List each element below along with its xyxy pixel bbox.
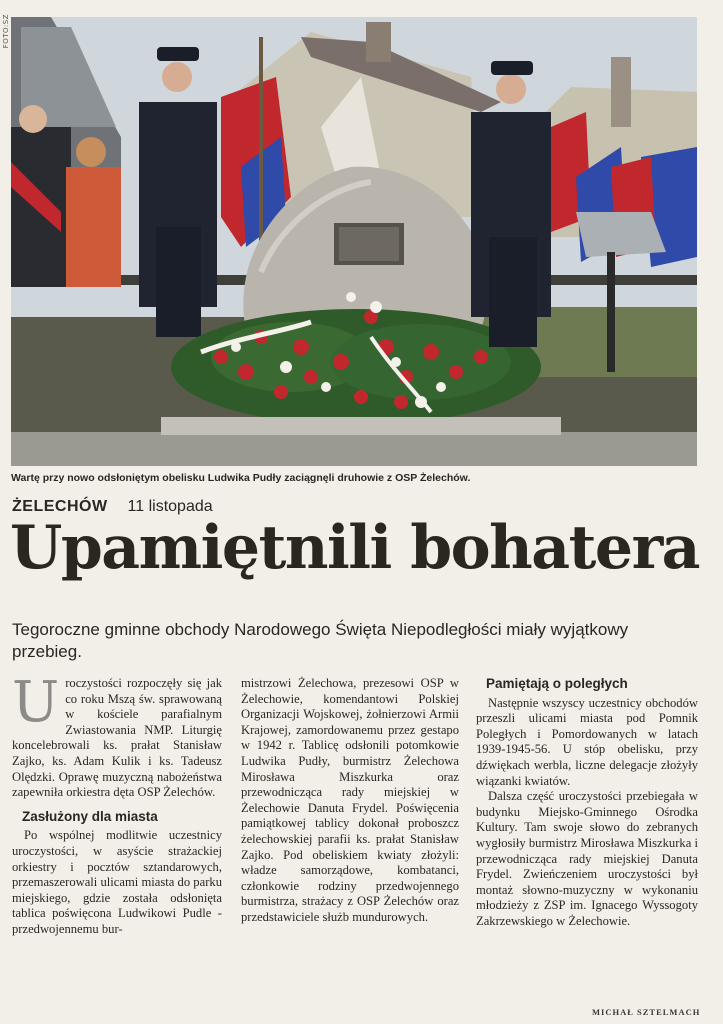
subheading: Zasłużony dla miasta xyxy=(22,808,158,824)
paragraph xyxy=(12,670,222,801)
article-column-2 xyxy=(241,676,459,926)
article-column-1 xyxy=(12,670,222,938)
drop-cap: U xyxy=(12,670,60,735)
headline: Upamiętnili bohatera xyxy=(10,513,700,583)
photo-credit: FOTO:SZ xyxy=(2,14,10,49)
photo-caption: Wartę przy nowo odsłoniętym obelisku Ludwika Pudły zaciągnęli druhowie z OSP Żelechów. xyxy=(11,472,471,484)
article-column-3 xyxy=(476,676,698,930)
author-byline: MICHAŁ SZTELMACH xyxy=(592,1007,701,1017)
dateline-place: ŻELECHÓW xyxy=(12,498,108,515)
paragraph-text: roczystości rozpoczęły się jak co roku Mszą św. sprawowaną w kościele parafialnym Zwiastowania NMP. Liturgię koncelebrowali ks. prałat Stanisław Zajko, ks. Adam Kulik i ks. Tadeusz Olędzki. Oprawę muzyczną nabożeństwa zapewniła orkiestra dęta OSP Żelechów. xyxy=(12,676,222,800)
paragraph: mistrzowi Żelechowa, prezesowi OSP w Żelechowie, komendantowi Polskiej Organizacji Wojskowej, żołnierzowi Armii Krajowej, zamordowanemu przez gestapo w 1942 r. Tablicę odsłonili potomkowie Ludwika Pudły, burmistrz Żelechowa Mirosława Miszkurka oraz przewodnicząca rady miejskiej w Żelechowie Danuta Frydel. Poświęcenia pamiątkowej tablicy dokonał proboszcz żelechowskiej parafii ks. prałat Stanisław Zajko. Pod obeliskiem kwiaty złożyli: władze samorządowe, kombatanci, członkowie rodziny przedwojennego burmistrza, strażacy z OSP Żelechów oraz przedstawiciele służb mundurowych. xyxy=(241,676,459,924)
subheading: Pamiętają o poległych xyxy=(486,676,628,691)
ceremony-photo xyxy=(11,17,697,466)
paragraph: Dalsza część uroczystości przebiegała w budynku Miejsko-Gminnego Ośrodka Kultury. Tam swoje słowo do zebranych wygłosiły burmistrz Mirosława Miszkurka i przewodnicząca rady miejskiej Danuta Frydel. Zwieńczeniem uroczystości był montaż słowno-muzyczny w wykonaniu młodzieży z ZSP im. Ignacego Wyssogoty Zakrzewskiego w Żelechowie. xyxy=(476,789,698,928)
paragraph: Po wspólnej modlitwie uczestnicy uroczystości, w asyście strażackiej orkiestry i pocztów sztandarowych, przemaszerowali ulicami miasta do parku miejskiego, gdzie została odsłonięta tablica poświęcona Ludwikowi Pudle - przedwojennemu bur- xyxy=(12,828,222,936)
lead-paragraph: Tegoroczne gminne obchody Narodowego Święta Niepodległości miały wyjątkowy przebieg. xyxy=(12,620,629,661)
paragraph: Następnie wszyscy uczestnicy obchodów przeszli ulicami miasta pod Pomnik Poległych i Pomordowanych w latach 1939-1945-56. U stóp obelisku, przy dźwiękach werbla, liczne delegacje złożyły wiązanki kwiatów. xyxy=(476,695,698,788)
dateline-date: 11 listopada xyxy=(127,498,213,515)
